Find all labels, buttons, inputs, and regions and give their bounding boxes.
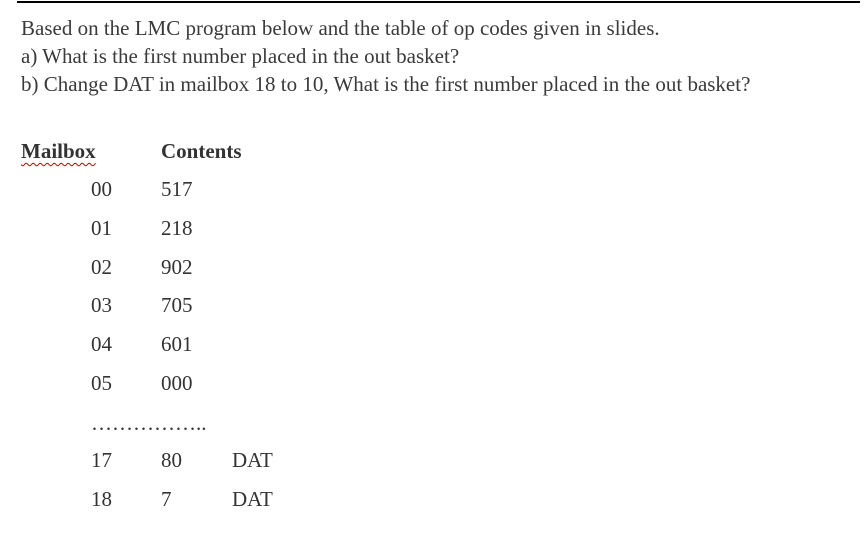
- question-a: a) What is the first number placed in the out basket?: [21, 44, 460, 68]
- contents-cell: 517: [161, 177, 193, 201]
- mailbox-cell: 03: [91, 293, 112, 317]
- mailbox-cell: 17: [91, 448, 112, 472]
- contents-cell: 705: [161, 293, 193, 317]
- contents-cell: 80: [161, 448, 182, 472]
- dat-label: DAT: [232, 487, 273, 511]
- contents-cell: 601: [161, 332, 193, 356]
- ellipsis-row: ……………..: [91, 411, 207, 435]
- mailbox-cell: 04: [91, 332, 112, 356]
- mailbox-cell: 18: [91, 487, 112, 511]
- dat-label: DAT: [232, 448, 273, 472]
- question-intro: Based on the LMC program below and the table of op codes given in slides.: [21, 16, 660, 40]
- question-b: b) Change DAT in mailbox 18 to 10, What is the first number placed in the out basket?: [21, 72, 751, 96]
- mailbox-cell: 05: [91, 371, 112, 395]
- contents-cell: 000: [161, 371, 193, 395]
- contents-cell: 218: [161, 216, 193, 240]
- top-rule: [17, 1, 860, 3]
- contents-cell: 7: [161, 487, 172, 511]
- mailbox-cell: 00: [91, 177, 112, 201]
- mailbox-cell: 01: [91, 216, 112, 240]
- contents-cell: 902: [161, 255, 193, 279]
- header-contents: Contents: [161, 139, 242, 163]
- header-mailbox: Mailbox: [21, 139, 96, 163]
- mailbox-cell: 02: [91, 255, 112, 279]
